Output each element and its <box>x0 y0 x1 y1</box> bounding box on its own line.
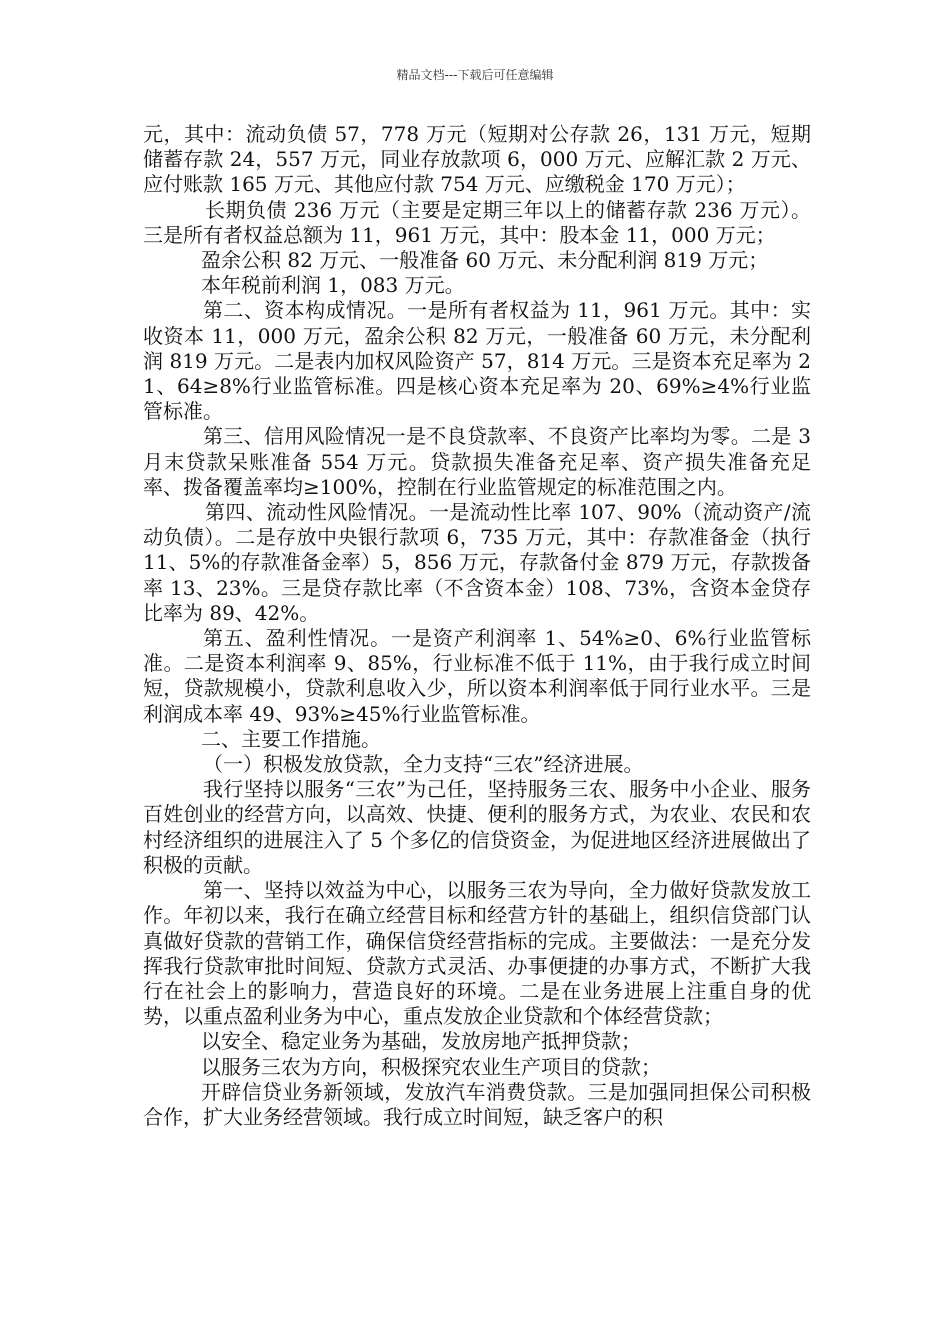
subsection-heading-loans: （一）积极发放贷款，全力支持“三农”经济进展。 <box>203 752 644 777</box>
paragraph-auto-loans: 开辟信贷业务新领域，发放汽车消费贷款。三是加强同担保公司积极合作，扩大业务经营领域。我行成立时间短，缺乏客户的积 <box>143 1079 811 1129</box>
document-body <box>143 122 811 1130</box>
paragraph-surplus-reserve: 盈余公积 82 万元、一般准备 60 万元、未分配利润 819 万元； <box>201 248 769 273</box>
paragraph-real-estate-loans: 以安全、稳定业务为基础，发放房地产抵押贷款； <box>201 1029 641 1054</box>
paragraph-pretax-profit: 本年税前利润 1，083 万元。 <box>201 273 465 298</box>
section-heading-main-measures: 二、主要工作措施。 <box>201 726 381 751</box>
paragraph-benefit-centered: 第一、坚持以效益为中心，以服务三农为导向，全力做好贷款发放工作。年初以来，我行在确立经营目标和经营方针的基础上，组织信贷部门认真做好贷款的营销工作，确保信贷经营指标的完成。主要做法：一是充分发挥我行贷款审批时间短、贷款方式灵活、办事便捷的办事方式，不断扩大我行在社会上的影响力，营造良好的环境。二是在业务进展上注重自身的优势，以重点盈利业务为中心，重点发放企业贷款和个体经营贷款； <box>143 878 811 1029</box>
page-header: 精品文档---下载后可任意编辑 <box>396 68 554 82</box>
paragraph-liabilities-detail: 元，其中：流动负债 57，778 万元（短期对公存款 26，131 万元，短期储蓄存款 24，557 万元，同业存放款项 6，000 万元、应解汇款 2 万元、应付账款 165 万元、其他应付款 754 万元、应缴税金 170 万元）； <box>143 122 811 197</box>
paragraph-capital-structure: 第二、资本构成情况。一是所有者权益为 11，961 万元。其中：实收资本 11，000 万元，盈余公积 82 万元，一般准备 60 万元，未分配利润 819 万元。二是表内加权风险资产 57，814 万元。三是资本充足率为 21、64≥8%行业监管标准。四是核心资本充足率为 20、69%≥4%行业监管标准。 <box>143 298 811 424</box>
paragraph-profitability: 第五、盈利性情况。一是资产利润率 1、54%≥0、6%行业监管标准。二是资本利润率 9、85%，行业标准不低于 11%，由于我行成立时间短，贷款规模小，贷款利息收入少，所以资本利润率低于同行业水平。三是利润成本率 49、93%≥45%行业监管标准。 <box>143 626 811 726</box>
paragraph-credit-risk: 第三、信用风险情况一是不良贷款率、不良资产比率均为零。二是 3 月末贷款呆账准备 554 万元。贷款损失准备充足率、资产损失准备充足率、拨备覆盖率均≥100%，控制在行业监管规定的标准范围之内。 <box>143 424 811 499</box>
paragraph-agri-project-loans: 以服务三农为方向，积极探究农业生产项目的贷款； <box>201 1054 661 1079</box>
paragraph-serve-agriculture: 我行坚持以服务“三农”为己任，坚持服务三农、服务中小企业、服务百姓创业的经营方向，以高效、快捷、便利的服务方式，为农业、农民和农村经济组织的进展注入了 5 个多亿的信贷资金，为促进地区经济进展做出了积极的贡献。 <box>143 777 811 877</box>
paragraph-long-term-liabilities: 长期负债 236 万元（主要是定期三年以上的储蓄存款 236 万元）。三是所有者权益总额为 11，961 万元，其中：股本金 11，000 万元； <box>143 197 811 247</box>
paragraph-liquidity-risk: 第四、流动性风险情况。一是流动性比率 107、90%（流动资产/流动负债）。二是存放中央银行款项 6，735 万元，其中：存款准备金（执行 11、5%的存款准备金率）5，856 万元，存款备付金 879 万元，存款拨备率 13、23%。三是贷存款比率（不含资本金）108、73%，含资本金贷存比率为 89、42%。 <box>143 500 811 625</box>
